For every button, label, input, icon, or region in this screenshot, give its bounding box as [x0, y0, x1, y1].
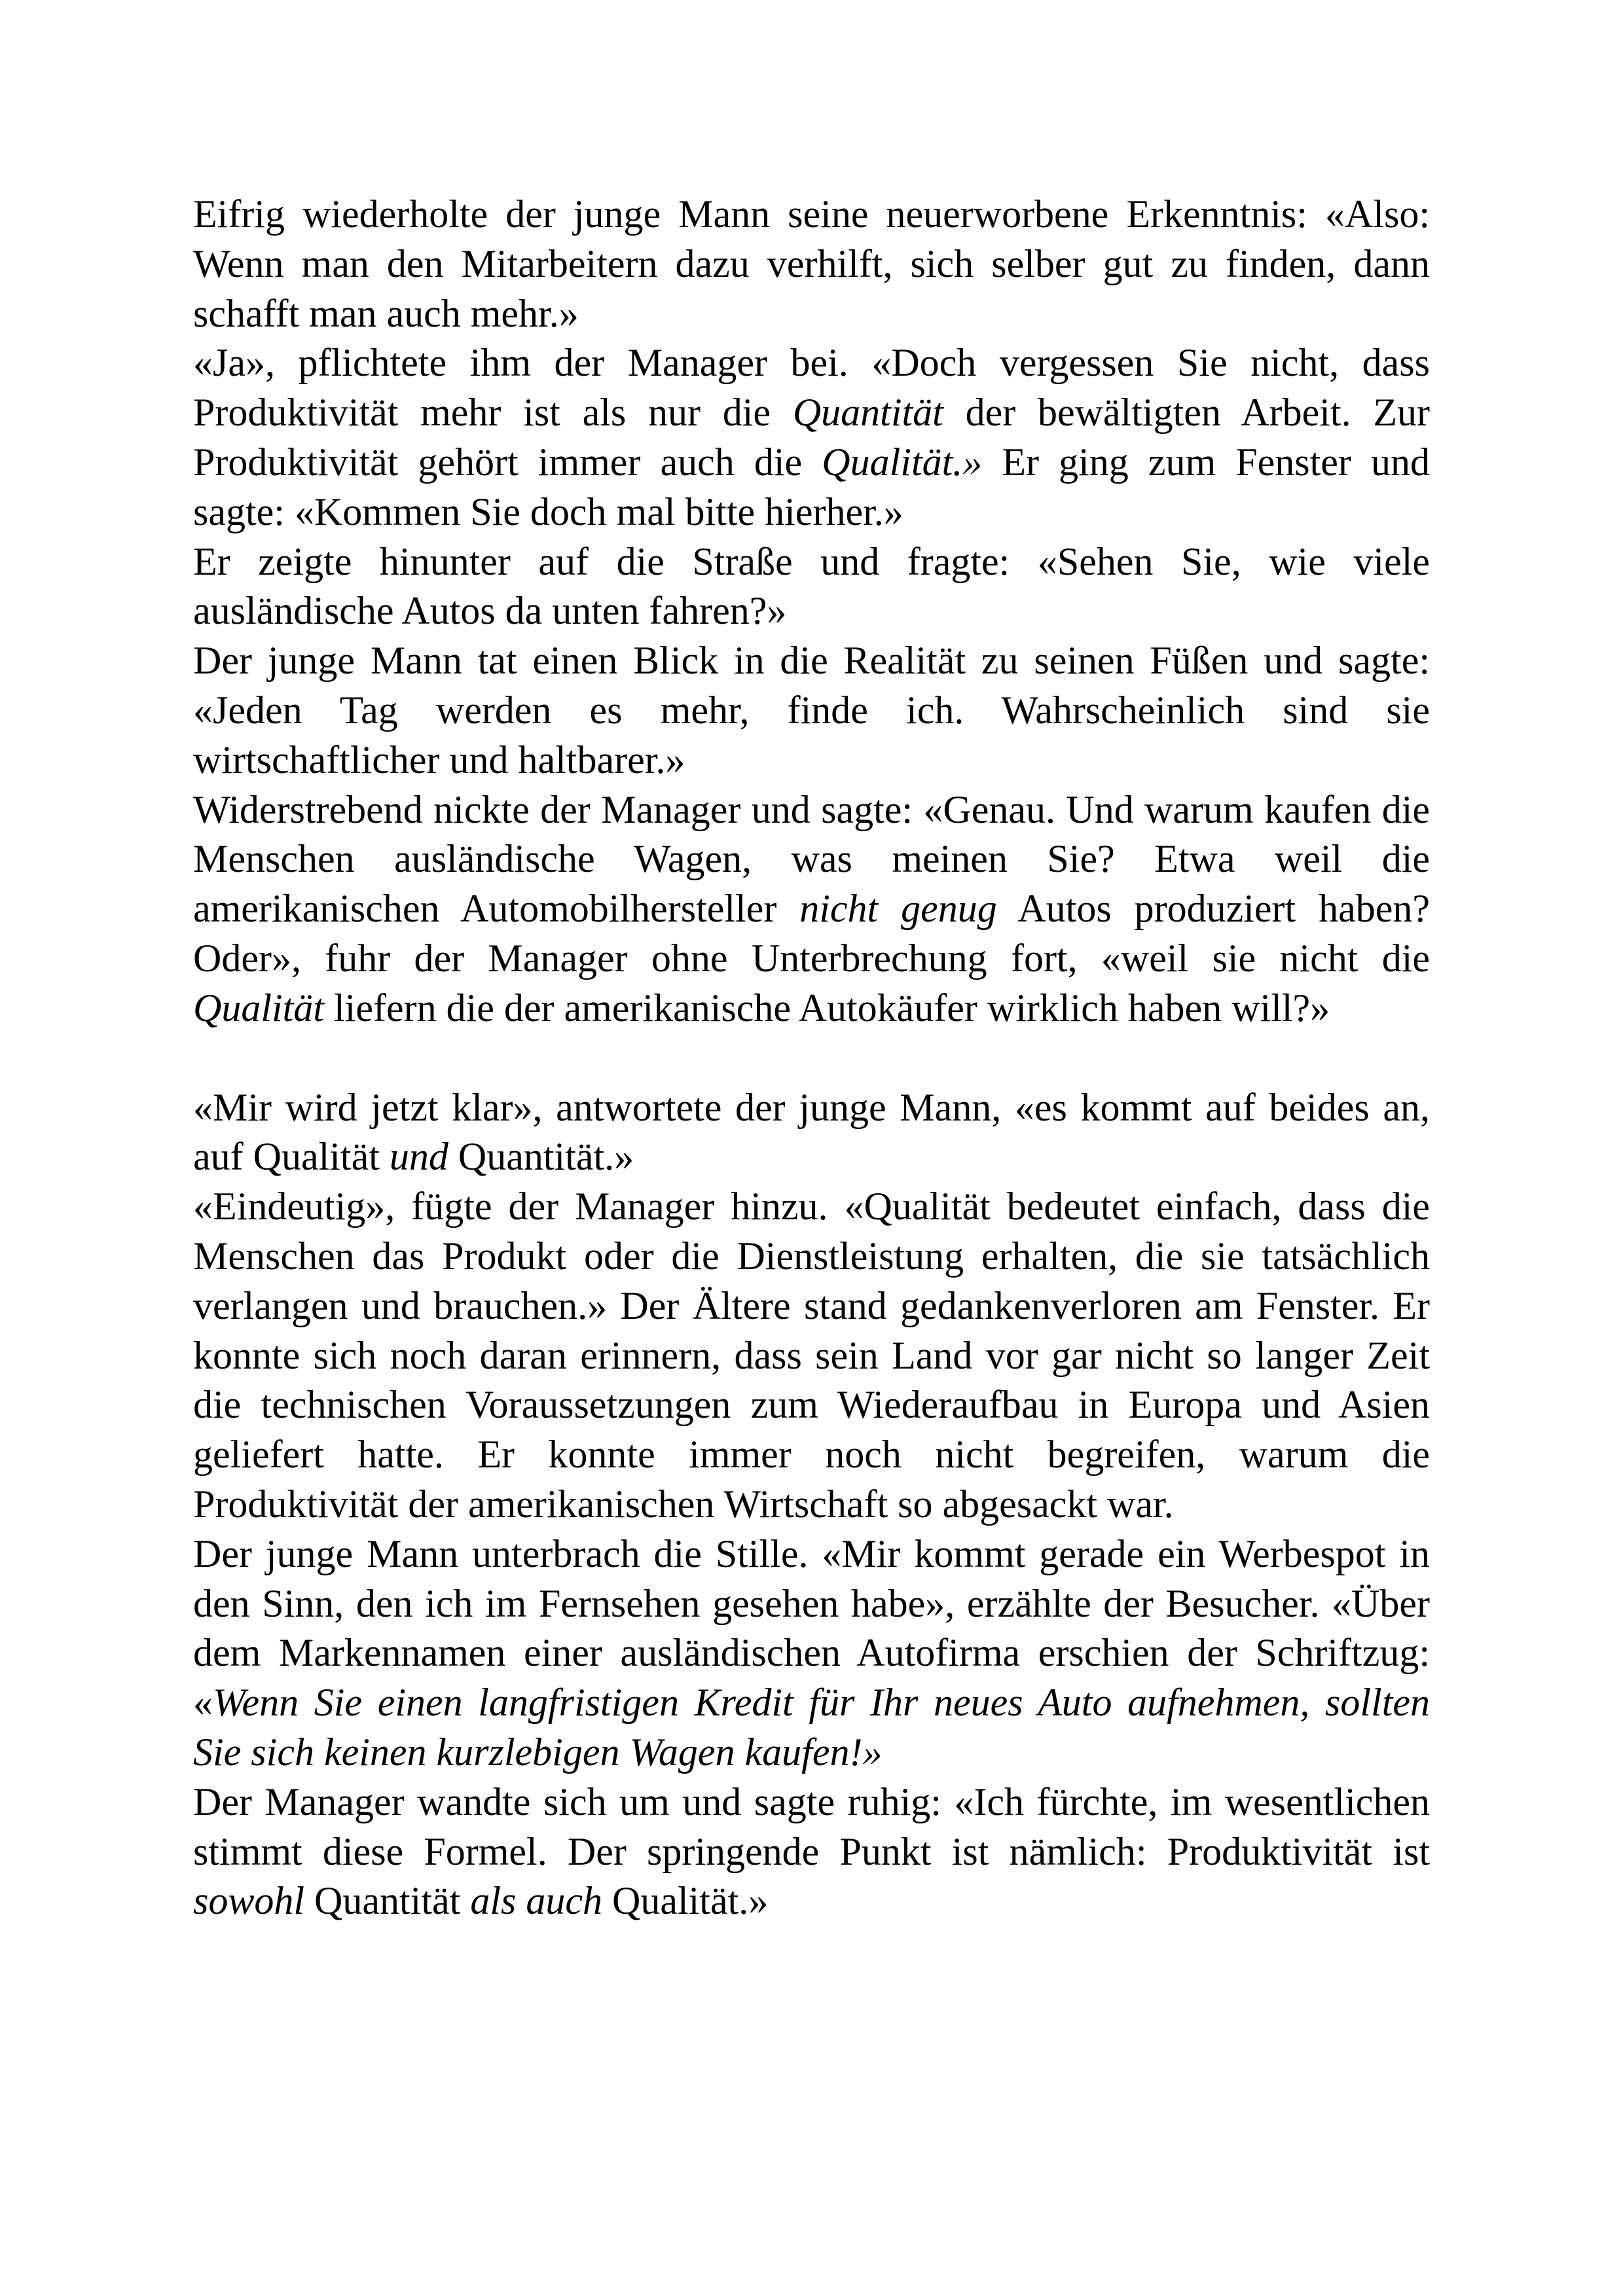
text-run: Er ging zum Fenster und sagte: «Kommen Sie doch mal bitte hierher.»	[193, 440, 1431, 533]
text-run: Eifrig wiederholte der junge Mann seine neuerworbene Erkenntnis: «Also: Wenn man den Mitarbeitern dazu verhilft, sich selber gut zu finden, dann schafft man auch mehr.»	[193, 192, 1430, 335]
document-page	[193, 190, 1430, 1926]
text-run: «Eindeutig», fügte der Manager hinzu. «Qualität bedeutet einfach, dass die Menschen das Produkt oder die Dienstleistung erhalten, die sie tatsächlich verlangen und brauchen.» Der Ältere stand gedankenverloren am Fenster. Er konnte sich noch daran erinnern, dass sein Land vor gar nicht so langer Zeit die technischen Voraussetzungen zum Wiederaufbau in Europa und Asien geliefert hatte. Er konnte immer noch nicht begreifen, warum die Produktivität der amerikanischen Wirtschaft so abgesackt war.	[193, 1185, 1430, 1526]
text-run: Der Manager wandte sich um und sagte ruhig: «Ich fürchte, im wesentlichen stimmt diese Formel. Der springende Punkt ist nämlich: Produktivität ist	[193, 1780, 1430, 1873]
italic-text-run: Quantität	[792, 391, 943, 435]
text-run: Widerstrebend nickte der Manager und sagte: «Genau. Und warum kaufen die Menschen ausländische Wagen, was meinen Sie? Etwa weil die amerikanischen Automobilhersteller	[193, 787, 1430, 931]
italic-text-run: nicht genug	[799, 887, 997, 931]
italic-text-run: und	[389, 1135, 448, 1179]
text-run: Quantität	[304, 1879, 471, 1923]
paragraph-2	[193, 338, 1430, 537]
text-run: «Ja», pflichtete ihm der Manager bei. «Doch vergessen Sie nicht, dass Produktivität mehr ist als nur die	[193, 341, 1430, 435]
paragraph-3	[193, 537, 1430, 637]
paragraph-6	[193, 1083, 1430, 1183]
italic-text-run: Wenn Sie einen langfristigen Kredit für Ihr neues Auto aufnehmen, sollten Sie sich keinen kurzlebigen Wagen kaufen!»	[193, 1681, 1430, 1774]
paragraph-1	[193, 190, 1430, 338]
text-run: Quantität.»	[448, 1135, 634, 1179]
paragraph-5	[193, 785, 1430, 1033]
text-run: liefern die der amerikanische Autokäufer wirklich haben will?»	[324, 986, 1330, 1030]
paragraph-7	[193, 1182, 1430, 1530]
text-run: «Mir wird jetzt klar», antwortete der junge Mann, «es kommt auf beides an, auf Qualität	[193, 1085, 1430, 1179]
text-run: Der junge Mann unterbrach die Stille. «Mir kommt gerade ein Werbespot in den Sinn, den ich im Fernsehen gesehen habe», erzählte der Besucher. «Über dem Markennamen einer ausländischen Autofirma erschien der Schriftzug: «	[193, 1532, 1430, 1725]
text-run: der bewältigten Arbeit. Zur Produktivität gehört immer auch die	[193, 391, 1430, 484]
text-run: Er zeigte hinunter auf die Straße und fragte: «Sehen Sie, wie viele ausländische Autos da unten fahren?»	[193, 539, 1430, 633]
paragraph-8	[193, 1530, 1430, 1778]
italic-text-run: Qualität.»	[822, 440, 983, 484]
italic-text-run: sowohl	[193, 1879, 305, 1923]
italic-text-run: als auch	[470, 1879, 602, 1923]
italic-text-run: Qualität	[193, 986, 325, 1030]
paragraph-9	[193, 1778, 1430, 1926]
paragraph-4	[193, 636, 1430, 785]
text-run: Autos produziert haben? Oder», fuhr der Manager ohne Unterbrechung fort, «weil sie nicht die	[193, 887, 1430, 980]
text-run: Der junge Mann tat einen Blick in die Realität zu seinen Füßen und sagte: «Jeden Tag werden es mehr, finde ich. Wahrscheinlich sind sie wirtschaftlicher und haltbarer.»	[193, 639, 1430, 781]
text-run: Qualität.»	[602, 1879, 769, 1923]
